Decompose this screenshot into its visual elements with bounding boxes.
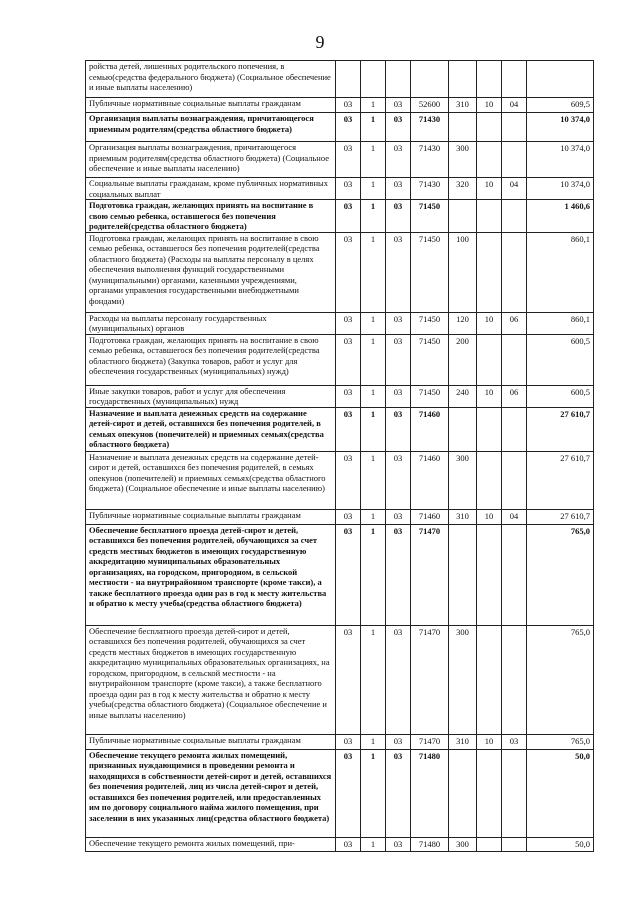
budget-table [85, 60, 594, 852]
row-code-c7 [502, 625, 527, 734]
row-code-c5 [449, 524, 477, 625]
row-code-c4: 71470 [411, 625, 449, 734]
row-code-c5: 310 [449, 734, 477, 749]
row-code-c4: 71480 [411, 749, 449, 837]
table-row [86, 385, 594, 407]
row-code-c2: 1 [361, 312, 386, 334]
row-name: Обеспечение бесплатного проезда детей-сирот и детей, оставшихся без попечения родителей, обучающихся за счет средств местных бюджетов в имеющих государственную аккредитацию муниципальных образовательных организациях, на городском, пригородном, в сельской местности - на внутрирайонном транспорте (кроме такси), а также бесплатного проезда один раз в год к месту жительства и обратно к месту учебы(средства областного бюджета) [86, 524, 336, 625]
row-code-c2 [361, 61, 386, 98]
table-row [86, 451, 594, 509]
row-code-c1: 03 [336, 749, 361, 837]
row-code-c4: 71430 [411, 113, 449, 142]
row-code-c7 [502, 451, 527, 509]
row-code-c6 [477, 334, 502, 385]
row-code-c6 [477, 524, 502, 625]
row-code-c1: 03 [336, 509, 361, 524]
row-amount [527, 61, 594, 98]
row-code-c4: 71430 [411, 142, 449, 178]
row-code-c6 [477, 625, 502, 734]
row-amount: 600,5 [527, 385, 594, 407]
row-code-c2: 1 [361, 451, 386, 509]
row-code-c2: 1 [361, 524, 386, 625]
row-code-c1 [336, 61, 361, 98]
row-code-c4 [411, 61, 449, 98]
row-code-c7 [502, 113, 527, 142]
row-code-c7: 04 [502, 98, 527, 113]
row-amount: 860,1 [527, 232, 594, 312]
row-code-c6 [477, 451, 502, 509]
page-number: 9 [315, 32, 325, 52]
row-code-c5: 100 [449, 232, 477, 312]
row-name: Иные закупки товаров, работ и услуг для обеспечения государственных (муниципальных) нужд [86, 385, 336, 407]
row-code-c1: 03 [336, 142, 361, 178]
row-code-c2: 1 [361, 334, 386, 385]
row-code-c1: 03 [336, 625, 361, 734]
row-name: Обеспечение текущего ремонта жилых помещений, признанных нуждающимися в проведении ремонта и находящихся в собственности детей-сирот и детей, оставшихся без попечения родителей, лиц из числа детей-сирот и детей, оставшихся без попечения родителей, или предоставленных им по договору социального найма жилого помещения, при заселении в них указанных лиц(средства областного бюджета) [86, 749, 336, 837]
row-code-c6 [477, 61, 502, 98]
row-code-c5: 300 [449, 625, 477, 734]
row-code-c7 [502, 407, 527, 451]
row-code-c3: 03 [386, 524, 411, 625]
row-code-c7 [502, 749, 527, 837]
row-code-c3: 03 [386, 407, 411, 451]
row-code-c7 [502, 334, 527, 385]
row-code-c2: 1 [361, 232, 386, 312]
row-amount: 765,0 [527, 625, 594, 734]
row-code-c7: 04 [502, 509, 527, 524]
row-code-c1: 03 [336, 837, 361, 851]
row-code-c4: 71460 [411, 509, 449, 524]
table-row [86, 407, 594, 451]
row-code-c5 [449, 407, 477, 451]
row-amount: 50,0 [527, 837, 594, 851]
row-code-c3: 03 [386, 749, 411, 837]
row-name: Организация выплаты вознаграждения, причитающегося приемным родителям(средства областного бюджета) (Социальное обеспечение и иные выплаты населению) [86, 142, 336, 178]
row-amount: 765,0 [527, 524, 594, 625]
row-amount: 10 374,0 [527, 113, 594, 142]
row-code-c1: 03 [336, 98, 361, 113]
row-code-c5 [449, 749, 477, 837]
row-code-c2: 1 [361, 178, 386, 200]
row-code-c2: 1 [361, 113, 386, 142]
row-code-c4: 71470 [411, 524, 449, 625]
row-code-c1: 03 [336, 734, 361, 749]
row-code-c3: 03 [386, 837, 411, 851]
row-code-c3: 03 [386, 232, 411, 312]
row-code-c4: 71470 [411, 734, 449, 749]
table-row [86, 625, 594, 734]
row-amount: 27 610,7 [527, 509, 594, 524]
row-code-c2: 1 [361, 200, 386, 233]
row-code-c2: 1 [361, 509, 386, 524]
row-code-c6 [477, 142, 502, 178]
row-code-c2: 1 [361, 625, 386, 734]
row-code-c7: 06 [502, 385, 527, 407]
row-code-c1: 03 [336, 178, 361, 200]
row-code-c6 [477, 407, 502, 451]
row-code-c6 [477, 200, 502, 233]
row-code-c4: 71450 [411, 312, 449, 334]
row-code-c5 [449, 61, 477, 98]
row-name: Публичные нормативные социальные выплаты гражданам [86, 734, 336, 749]
row-name: Социальные выплаты гражданам, кроме публичных нормативных социальных выплат [86, 178, 336, 200]
row-amount: 27 610,7 [527, 451, 594, 509]
row-code-c6: 10 [477, 98, 502, 113]
table-row [86, 200, 594, 233]
row-code-c3: 03 [386, 451, 411, 509]
table-row [86, 734, 594, 749]
row-code-c7 [502, 837, 527, 851]
row-name: Публичные нормативные социальные выплаты гражданам [86, 98, 336, 113]
row-code-c3: 03 [386, 200, 411, 233]
row-amount: 10 374,0 [527, 142, 594, 178]
row-code-c4: 71460 [411, 451, 449, 509]
row-code-c1: 03 [336, 312, 361, 334]
row-amount: 860,1 [527, 312, 594, 334]
row-code-c6: 10 [477, 385, 502, 407]
row-code-c4: 71450 [411, 200, 449, 233]
row-name: Обеспечение бесплатного проезда детей-сирот и детей, оставшихся без попечения родителей, обучающихся за счет средств местных бюджетов в имеющих государственную аккредитацию муниципальных образовательных организациях, на городском, пригородном, в сельской местности - на внутрирайонном транспорте (кроме такси), а также бесплатного проезда один раз в год к месту жительства и обратно к месту учебы(средства областного бюджета) (Социальное обеспечение и иные выплаты населению) [86, 625, 336, 734]
row-code-c1: 03 [336, 113, 361, 142]
row-code-c4: 71480 [411, 837, 449, 851]
table-row [86, 232, 594, 312]
table-row [86, 749, 594, 837]
row-code-c2: 1 [361, 749, 386, 837]
row-code-c1: 03 [336, 407, 361, 451]
row-name: Организация выплаты вознаграждения, причитающегося приемным родителям(средства областного бюджета) [86, 113, 336, 142]
row-name: Подготовка граждан, желающих принять на воспитание в свою семью ребенка, оставшегося без попечения родителей(средства областного бюджета) (Закупка товаров, работ и услуг для обеспечения государственных (муниципальных) нужд) [86, 334, 336, 385]
row-code-c3: 03 [386, 334, 411, 385]
table-row [86, 524, 594, 625]
row-code-c7 [502, 200, 527, 233]
table-row [86, 312, 594, 334]
row-code-c1: 03 [336, 524, 361, 625]
row-code-c2: 1 [361, 142, 386, 178]
row-name: ройства детей, лишенных родительского попечения, в семью(средства федерального бюджета) (Социальное обеспечение и иные выплаты населению) [86, 61, 336, 98]
row-code-c6: 10 [477, 178, 502, 200]
table-row [86, 334, 594, 385]
row-code-c1: 03 [336, 232, 361, 312]
row-name: Публичные нормативные социальные выплаты гражданам [86, 509, 336, 524]
row-code-c1: 03 [336, 385, 361, 407]
row-amount: 765,0 [527, 734, 594, 749]
row-code-c1: 03 [336, 200, 361, 233]
table-row [86, 113, 594, 142]
row-code-c6: 10 [477, 509, 502, 524]
row-code-c3: 03 [386, 312, 411, 334]
table-row [86, 142, 594, 178]
row-code-c6 [477, 113, 502, 142]
row-code-c5 [449, 200, 477, 233]
row-code-c7: 06 [502, 312, 527, 334]
row-code-c2: 1 [361, 385, 386, 407]
row-code-c5: 320 [449, 178, 477, 200]
row-amount: 600,5 [527, 334, 594, 385]
row-code-c7: 04 [502, 178, 527, 200]
row-code-c5: 300 [449, 142, 477, 178]
table-row [86, 178, 594, 200]
row-code-c7 [502, 61, 527, 98]
row-code-c1: 03 [336, 451, 361, 509]
row-code-c6 [477, 749, 502, 837]
table-row [86, 837, 594, 851]
row-name: Подготовка граждан, желающих принять на воспитание в свою семью ребенка, оставшегося без попечения родителей(средства областного бюджета) (Расходы на выплаты персоналу в целях обеспечения выполнения функций государственными (муниципальными) органами, казенными учреждениями, органами управления государственными внебюджетными фондами) [86, 232, 336, 312]
row-code-c5: 300 [449, 451, 477, 509]
row-code-c5: 310 [449, 509, 477, 524]
row-code-c3: 03 [386, 142, 411, 178]
row-code-c6: 10 [477, 734, 502, 749]
row-code-c6: 10 [477, 312, 502, 334]
row-code-c6 [477, 232, 502, 312]
row-code-c6 [477, 837, 502, 851]
row-code-c3: 03 [386, 113, 411, 142]
row-code-c2: 1 [361, 98, 386, 113]
row-code-c2: 1 [361, 734, 386, 749]
row-name: Назначение и выплата денежных средств на содержание детей-сирот и детей, оставшихся без попечения родителей, в семьях опекунов (попечителей) и приемных семьях(средства областного бюджета) [86, 407, 336, 451]
row-code-c4: 71450 [411, 334, 449, 385]
row-code-c3: 03 [386, 178, 411, 200]
row-code-c5 [449, 113, 477, 142]
row-amount: 609,5 [527, 98, 594, 113]
row-code-c2: 1 [361, 837, 386, 851]
row-code-c3: 03 [386, 625, 411, 734]
row-code-c5: 310 [449, 98, 477, 113]
row-code-c3: 03 [386, 509, 411, 524]
row-code-c5: 240 [449, 385, 477, 407]
row-code-c4: 71460 [411, 407, 449, 451]
row-amount: 1 460,6 [527, 200, 594, 233]
row-code-c5: 300 [449, 837, 477, 851]
row-code-c5: 200 [449, 334, 477, 385]
row-code-c7 [502, 142, 527, 178]
row-code-c3: 03 [386, 734, 411, 749]
row-name: Обеспечение текущего ремонта жилых помещений, при- [86, 837, 336, 851]
row-code-c4: 71450 [411, 232, 449, 312]
table-row [86, 509, 594, 524]
row-amount: 50,0 [527, 749, 594, 837]
row-code-c2: 1 [361, 407, 386, 451]
row-amount: 27 610,7 [527, 407, 594, 451]
row-amount: 10 374,0 [527, 178, 594, 200]
row-name: Назначение и выплата денежных средств на содержание детей-сирот и детей, оставшихся без попечения родителей, в семьях опекунов (попечителей) и приемных семьях(средства областного бюджета) (Социальное обеспечение и иные выплаты населению) [86, 451, 336, 509]
row-code-c7 [502, 232, 527, 312]
row-code-c7 [502, 524, 527, 625]
row-code-c3 [386, 61, 411, 98]
row-name: Расходы на выплаты персоналу государственных (муниципальных) органов [86, 312, 336, 334]
row-code-c4: 52600 [411, 98, 449, 113]
row-code-c5: 120 [449, 312, 477, 334]
row-code-c4: 71430 [411, 178, 449, 200]
row-code-c3: 03 [386, 385, 411, 407]
row-code-c3: 03 [386, 98, 411, 113]
row-code-c4: 71450 [411, 385, 449, 407]
row-name: Подготовка граждан, желающих принять на воспитание в свою семью ребенка, оставшегося без попечения родителей(средства областного бюджета) [86, 200, 336, 233]
table-row [86, 61, 594, 98]
row-code-c1: 03 [336, 334, 361, 385]
row-code-c7: 03 [502, 734, 527, 749]
table-row [86, 98, 594, 113]
